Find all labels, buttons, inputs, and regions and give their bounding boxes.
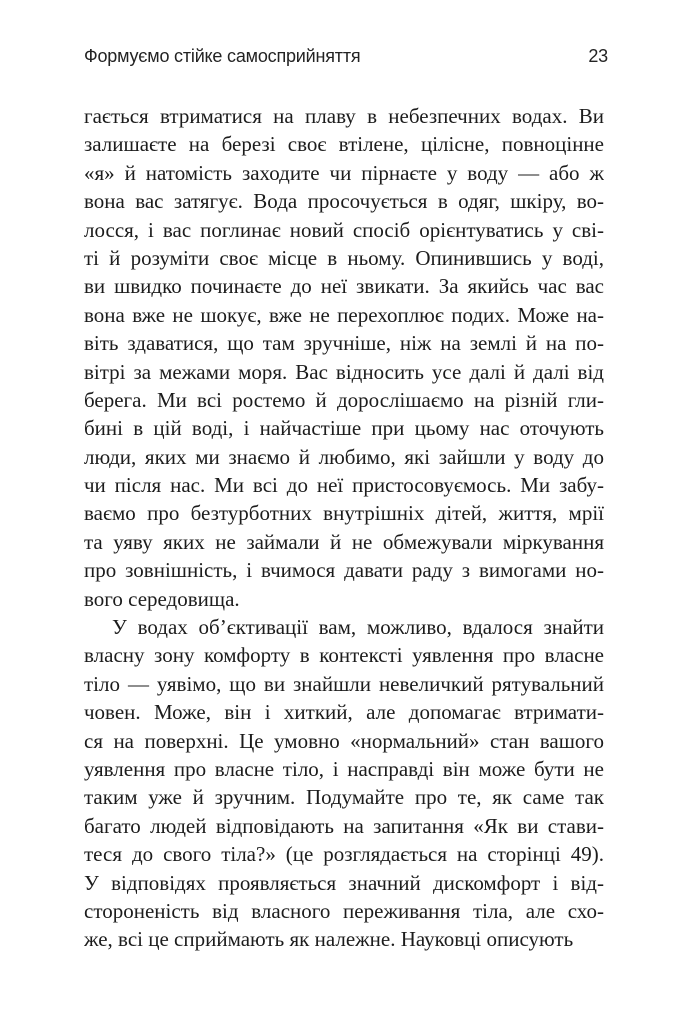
text-line: та уяву яких не займали й не обмежували міркування — [84, 529, 604, 554]
text-block — [84, 102, 604, 954]
running-title: Формуємо стійке самосприйняття — [84, 46, 361, 66]
text-line: У відповідях проявляється значний дискомфорт і від- — [84, 870, 604, 895]
text-line: вітрі за межами моря. Вас відносить усе далі й далі від — [84, 359, 604, 384]
text-line: гається втриматися на плаву в небезпечних водах. Ви — [84, 104, 604, 128]
text-line: таким уже й зручним. Подумайте про те, як саме так — [84, 785, 604, 810]
text-line: У водах об’єктивації вам, можливо, вдалося знайти — [112, 615, 604, 640]
text-line: чи після нас. Ми всі до неї пристосовуємось. Ми забу- — [84, 473, 604, 498]
text-line: же, всі це сприймають як належне. Науковці описують — [84, 927, 574, 952]
paragraph — [84, 613, 604, 954]
text-line: берега. Ми всі ростемо й дорослішаємо на різній гли- — [84, 387, 604, 412]
text-line: вого середовища. — [84, 586, 240, 611]
text-line: власну зону комфорту в контексті уявлення про власне — [84, 643, 604, 668]
text-line: вона вже не шокує, вже не перехоплює подих. Може на- — [84, 302, 604, 327]
paragraph — [84, 102, 604, 613]
text-line: вона вас затягує. Вода просочується в одяг, шкіру, во- — [84, 189, 604, 214]
text-line: тіло — уявімо, що ви знайшли невеличкий рятувальний — [84, 671, 604, 696]
text-line: лосся, і вас поглинає новий спосіб орієнтуватись у сві- — [84, 217, 604, 242]
text-line: люди, яких ми знаємо й любимо, які зайшли у воду до — [84, 444, 604, 469]
text-line: про зовнішність, і вчимося давати раду з вимогами но- — [84, 558, 604, 583]
text-line: «я» й натомість заходите чи пірнаєте у воду — або ж — [84, 160, 604, 185]
text-line: віть здаватися, що там зручніше, ніж на землі й на по- — [84, 331, 604, 356]
text-line: багато людей відповідають на запитання «Як ви стави- — [84, 813, 604, 838]
text-line: ви швидко починаєте до неї звикати. За якийсь час вас — [84, 274, 604, 299]
text-line: човен. Може, він і хиткий, але допомагає втримати- — [84, 700, 604, 725]
text-line: залишаєте на березі своє втілене, цілісне, повноцінне — [84, 132, 604, 157]
text-line: стороненість від власного переживання тіла, але схо- — [84, 898, 604, 923]
page-number: 23 — [588, 46, 608, 66]
running-header — [84, 46, 608, 67]
text-line: уявлення про власне тіло, і насправді він може бути не — [84, 756, 604, 781]
text-line: ваємо про безтурботних внутрішніх дітей, життя, мрії — [84, 501, 604, 526]
text-line: ся на поверхні. Це умовно «нормальний» стан вашого — [84, 728, 604, 753]
text-line: теся до свого тіла?» (це розглядається на сторінці 49). — [84, 842, 604, 867]
text-line: ті й розуміти своє місце в ньому. Опинившись у воді, — [84, 245, 604, 270]
text-line: бині в цій воді, і найчастіше при цьому нас оточують — [84, 416, 604, 441]
